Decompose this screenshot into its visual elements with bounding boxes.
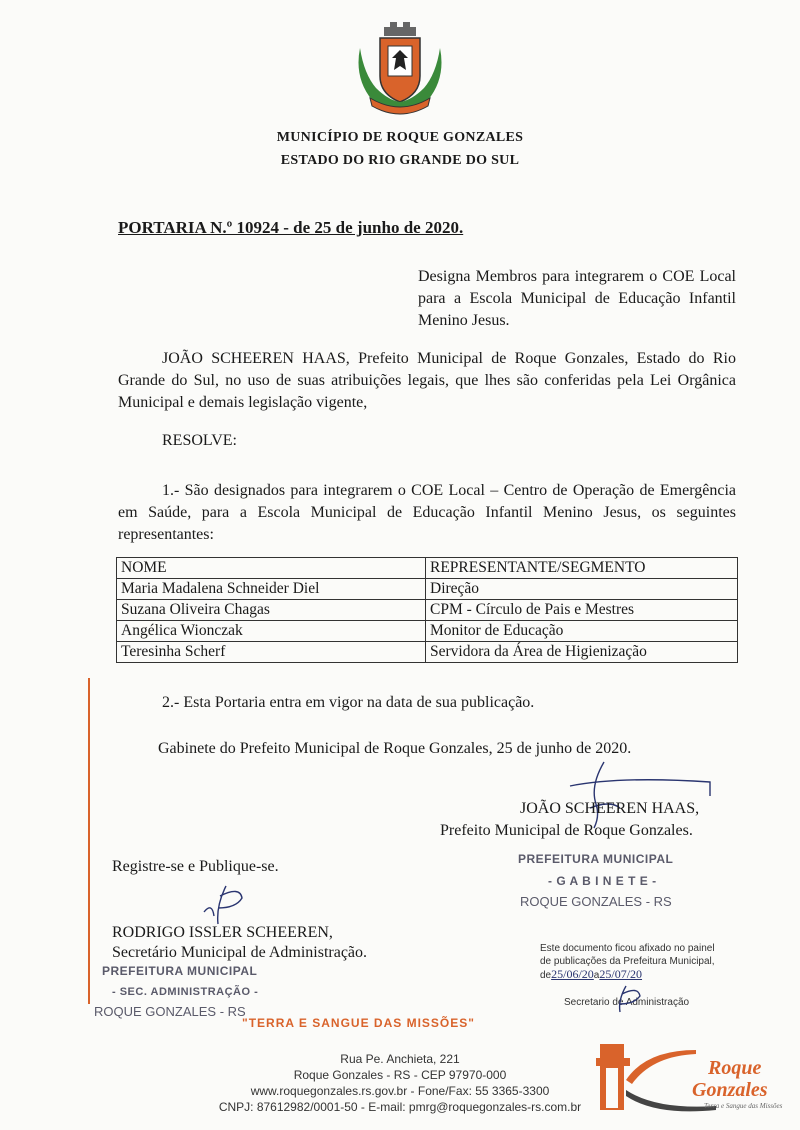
footer-cnpj: CNPJ: 87612982/0001-50 - E-mail: pmrg@roquegonzales-rs.com.br	[218, 1100, 582, 1114]
table-row	[117, 621, 738, 642]
register-line: Registre-se e Publique-se.	[112, 858, 279, 875]
footer-city: Roque Gonzales - RS - CEP 97970-000	[293, 1068, 507, 1082]
municipality-heading: MUNICÍPIO DE ROQUE GONZALES	[276, 130, 524, 145]
table-row	[117, 579, 738, 600]
notice-signer: Secretario de Administração	[564, 997, 690, 1008]
document-title: PORTARIA N.º 10924 - de 25 de junho de 2020.	[118, 218, 464, 237]
column-header-name: NOME	[117, 558, 426, 579]
cell-name: Teresinha Scherf	[117, 642, 426, 663]
secretary-stamp-line3: ROQUE GONZALES - RS	[94, 1004, 246, 1019]
mayor-stamp-line2: - G A B I N E T E -	[548, 874, 657, 888]
cell-segment: CPM - Círculo de Pais e Mestres	[426, 600, 738, 621]
cell-segment: Servidora da Área de Higienização	[426, 642, 738, 663]
table-row	[117, 642, 738, 663]
coat-of-arms-icon	[350, 18, 450, 118]
notice-prefix: de	[540, 970, 552, 981]
secretary-name: RODRIGO ISSLER SCHEEREN,	[112, 924, 333, 941]
notice-line1: Este documento ficou afixado no painel	[540, 943, 715, 954]
article-2: 2.- Esta Portaria entra em vigor na data de sua publicação.	[162, 694, 535, 711]
article-1: 1.- São designados para integrarem o COE Local – Centro de Operação de Emergência em Saúde, para a Escola Municipal de Educação Infantil Menino Jesus, os seguintes representantes:	[118, 482, 736, 543]
svg-text:Terra e Sangue das Missões: Terra e Sangue das Missões	[704, 1102, 783, 1110]
margin-rule	[88, 678, 90, 1004]
cell-name: Suzana Oliveira Chagas	[117, 600, 426, 621]
secretary-stamp-line2: - SEC. ADMINISTRAÇÃO -	[112, 986, 259, 998]
preamble: JOÃO SCHEEREN HAAS, Prefeito Municipal de Roque Gonzales, Estado do Rio Grande do Sul, no uso de suas atribuições legais, que lhes são conferidas pela Lei Orgânica Municipal e demais legislação vigente,	[118, 350, 736, 411]
secretary-role: Secretário Municipal de Administração.	[112, 944, 368, 961]
footer-address: Rua Pe. Anchieta, 221	[340, 1052, 460, 1066]
notice-line2: de publicações da Prefeitura Municipal,	[540, 956, 715, 967]
mayor-name: JOÃO SCHEEREN HAAS,	[520, 800, 700, 817]
cell-segment: Direção	[426, 579, 738, 600]
resolve-heading: RESOLVE:	[162, 432, 237, 449]
notice-dates	[540, 968, 720, 982]
cell-name: Maria Madalena Schneider Diel	[117, 579, 426, 600]
slogan: "TERRA E SANGUE DAS MISSÕES"	[242, 1016, 475, 1030]
state-heading: ESTADO DO RIO GRANDE DO SUL	[280, 153, 520, 168]
mayor-stamp-line3: ROQUE GONZALES - RS	[520, 894, 672, 909]
closing-line: Gabinete do Prefeito Municipal de Roque Gonzales, 25 de junho de 2020.	[158, 740, 632, 757]
mayor-role: Prefeito Municipal de Roque Gonzales.	[440, 822, 693, 839]
column-header-segment: REPRESENTANTE/SEGMENTO	[426, 558, 738, 579]
secretary-stamp-line1: PREFEITURA MUNICIPAL	[102, 964, 258, 978]
table-row	[117, 600, 738, 621]
cell-segment: Monitor de Educação	[426, 621, 738, 642]
roque-gonzales-logo-icon	[596, 1040, 786, 1114]
ementa: Designa Membros para integrarem o COE Local para a Escola Municipal de Educação Infantil Menino Jesus.	[418, 268, 736, 329]
notice-signature-icon	[606, 984, 656, 1014]
svg-text:Roque: Roque	[708, 1057, 762, 1079]
mayor-stamp-line1: PREFEITURA MUNICIPAL	[518, 852, 674, 866]
cell-name: Angélica Wionczak	[117, 621, 426, 642]
svg-text:Gonzales: Gonzales	[692, 1079, 768, 1101]
notice-date-to: 25/07/20	[599, 967, 643, 981]
table-header-row	[117, 558, 738, 579]
footer-contact: www.roquegonzales.rs.gov.br - Fone/Fax: 55 3365-3300	[250, 1084, 550, 1098]
notice-join: a	[593, 970, 600, 981]
representatives-table	[116, 557, 738, 663]
secretary-signature-icon	[196, 882, 276, 928]
notice-date-from: 25/06/20	[551, 967, 594, 981]
